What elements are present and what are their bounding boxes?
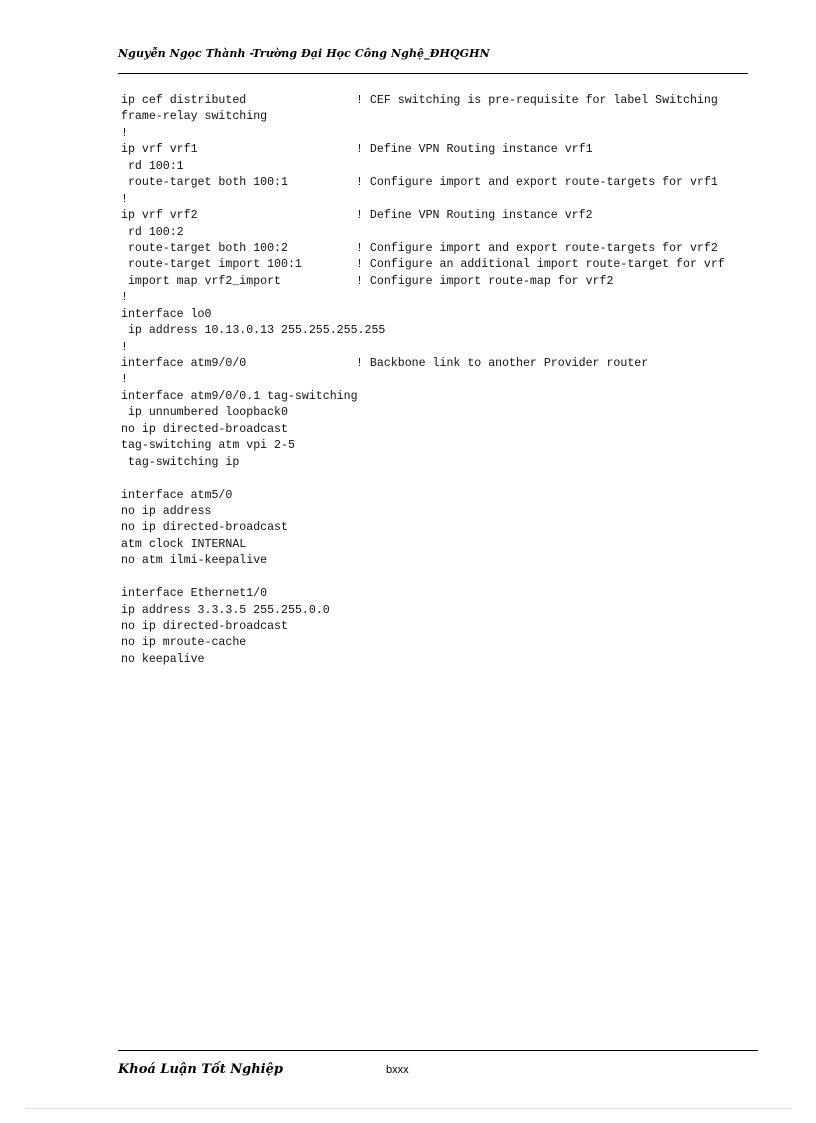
code-line bbox=[121, 652, 801, 668]
code-command: interface Ethernet1/0 bbox=[121, 587, 268, 601]
code-command: tag-switching atm vpi 2-5 bbox=[121, 439, 295, 453]
code-line bbox=[121, 422, 801, 438]
code-command: ip unnumbered loopback0 bbox=[121, 406, 288, 420]
code-line bbox=[121, 307, 801, 323]
code-command: no atm ilmi-keepalive bbox=[121, 554, 268, 568]
code-line bbox=[121, 192, 801, 208]
code-command: route-target both 100:1 bbox=[121, 176, 288, 190]
code-line bbox=[121, 586, 801, 602]
code-line bbox=[121, 570, 801, 586]
code-command: ip vrf vrf2 bbox=[121, 209, 198, 223]
code-line bbox=[121, 471, 801, 487]
code-command: interface atm9/0/0 bbox=[121, 357, 247, 370]
code-line bbox=[121, 175, 801, 191]
code-line bbox=[121, 290, 801, 306]
header-author-text: Nguyễn Ngọc Thành -Trường Đại Học Công Nghệ_ĐHQGHN bbox=[118, 47, 490, 60]
code-line bbox=[121, 504, 801, 520]
code-line bbox=[121, 356, 801, 372]
code-comment: ! CEF switching is pre-requisite for label Switching bbox=[356, 94, 718, 107]
page-header bbox=[118, 47, 748, 74]
code-line bbox=[121, 537, 801, 553]
code-command: frame-relay switching bbox=[121, 110, 268, 124]
code-command: ip address 3.3.3.5 255.255.0.0 bbox=[121, 603, 330, 617]
code-line bbox=[121, 603, 801, 619]
code-command: route-target import 100:1 bbox=[121, 258, 302, 272]
code-line bbox=[121, 438, 801, 454]
code-line bbox=[121, 142, 801, 158]
code-line bbox=[121, 323, 801, 339]
code-command: route-target both 100:2 bbox=[121, 241, 288, 255]
code-command: no ip directed-broadcast bbox=[121, 521, 288, 535]
code-line bbox=[121, 208, 801, 224]
code-line bbox=[121, 553, 801, 569]
code-command: import map vrf2_import bbox=[121, 274, 282, 288]
code-line bbox=[121, 405, 801, 421]
code-comment: ! Configure an additional import route-target for vrf bbox=[356, 258, 725, 272]
code-comment: ! Define VPN Routing instance vrf1 bbox=[356, 143, 593, 157]
code-block bbox=[121, 93, 801, 668]
code-line bbox=[121, 520, 801, 536]
page-edge-divider bbox=[25, 1108, 791, 1110]
footer-title: Khoá Luận Tốt Nghiệp bbox=[118, 1062, 283, 1077]
code-command: ! bbox=[121, 340, 128, 354]
code-command: ip address 10.13.0.13 255.255.255.255 bbox=[121, 324, 386, 338]
code-line bbox=[121, 159, 801, 175]
code-command: no ip address bbox=[121, 504, 212, 518]
code-line bbox=[121, 93, 801, 109]
code-comment: ! Configure import and export route-targets for vrf2 bbox=[356, 241, 718, 255]
code-line bbox=[121, 225, 801, 241]
code-command: no ip mroute-cache bbox=[121, 636, 247, 650]
code-line bbox=[121, 455, 801, 471]
code-line bbox=[121, 619, 801, 635]
code-line bbox=[121, 274, 801, 290]
code-line bbox=[121, 241, 801, 257]
code-comment: ! Define VPN Routing instance vrf2 bbox=[356, 209, 593, 223]
code-command: interface atm5/0 bbox=[121, 488, 233, 502]
code-command: interface atm9/0/0.1 tag-switching bbox=[121, 389, 358, 403]
code-command: ip vrf vrf1 bbox=[121, 143, 198, 157]
code-comment: ! Configure import route-map for vrf2 bbox=[356, 274, 614, 288]
code-comment: ! Configure import and export route-targets for vrf1 bbox=[356, 176, 718, 190]
code-command: ! bbox=[121, 373, 128, 387]
code-line bbox=[121, 340, 801, 356]
code-command: no ip directed-broadcast bbox=[121, 620, 288, 633]
code-command: no keepalive bbox=[121, 652, 205, 666]
code-line bbox=[121, 488, 801, 504]
code-line bbox=[121, 126, 801, 142]
code-command: ! bbox=[121, 291, 128, 305]
code-command: ! bbox=[121, 192, 128, 206]
code-line bbox=[121, 635, 801, 651]
code-line bbox=[121, 109, 801, 125]
code-line bbox=[121, 389, 801, 405]
code-command: atm clock INTERNAL bbox=[121, 537, 247, 551]
code-command: ! bbox=[121, 126, 128, 140]
code-command: tag-switching ip bbox=[121, 455, 240, 469]
code-command: interface lo0 bbox=[121, 307, 212, 321]
code-command: no ip directed-broadcast bbox=[121, 422, 288, 436]
footer-rule bbox=[118, 1050, 758, 1052]
code-command: rd 100:1 bbox=[121, 159, 184, 173]
code-line bbox=[121, 257, 801, 273]
code-command: ip cef distributed bbox=[121, 94, 247, 107]
code-comment: ! Backbone link to another Provider router bbox=[356, 357, 649, 370]
footer-page-number: bxxx bbox=[386, 1064, 409, 1076]
code-command: rd 100:2 bbox=[121, 225, 184, 239]
code-line bbox=[121, 372, 801, 388]
